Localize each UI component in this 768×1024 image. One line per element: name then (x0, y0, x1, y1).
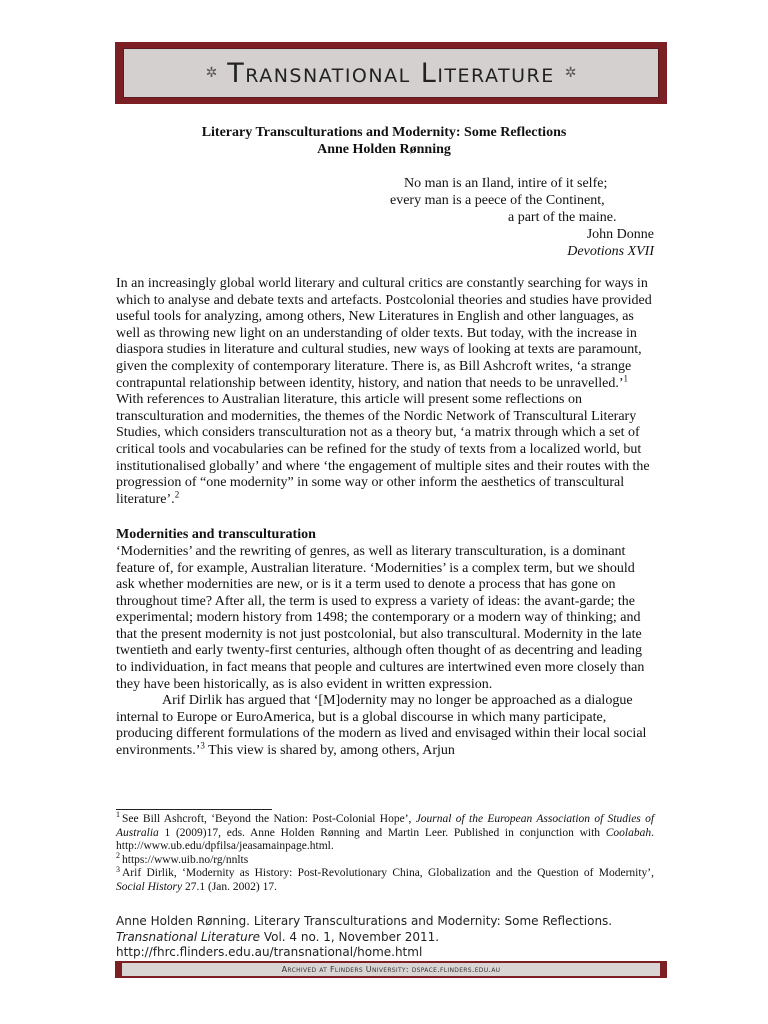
journal-banner (115, 42, 667, 104)
citation-volume: Vol. 4 no. 1, November 2011. (260, 929, 440, 944)
paragraph-text: With references to Australian literature, this article will present some reflections on transculturation and modernities, the themes of the Nordic Network of Transcultural Literary Studies, which considers transculturation not as a theory but, ‘a matrix through which a set of critical tools and vocabularies can be refined for the study of texts from a localized world, but institutionalised globally’ and where ‘the engagement of multiple sites and their routes with the progression of “one modernity” in some way or other inform the aesthetics of transcultural literature’. (116, 392, 650, 507)
archive-bar (115, 961, 667, 978)
article-body (116, 276, 654, 760)
footnote-journal: Journal of the European Association of Studies of Australia (116, 813, 655, 839)
footnote-text: 27.1 (Jan. 2002) 17. (182, 880, 277, 893)
footnotes (116, 810, 655, 895)
paragraph-text: Arif Dirlik has argued that ‘[M]odernity may no longer be approached as a dialogue internal to Europe or EuroAmerica, but is a global discourse in which many participate, producing different formulations of the modern as lived and envisaged within their local social environments.’ (116, 693, 647, 759)
paragraph-text: In an increasingly global world literary and cultural critics are constantly searching for ways in which to analyse and debate texts and artefacts. Postcolonial theories and studies have provided useful tools for analyzing, among others, New Literatures in English and other languages, as well as throwing new light on an understanding of older texts. But today, with the increase in diaspora studies in literature and cultural studies, new ways of looking at texts are paramount, given the complexity of contemporary literature. There is, as Bill Ashcroft writes, ‘a strange contrapuntal relationship between identity, history, and nation that needs to be unravelled.’ (116, 276, 652, 391)
footnote-text: Arif Dirlik, ‘Modernity as History: Post-Revolutionary China, Globalization and the Question of Modernity’, (122, 867, 654, 880)
epigraph-attribution: John Donne (586, 227, 654, 242)
footnote-link[interactable]: . http://www.ub.edu/dpfilsa/jeasamainpage.html. (116, 826, 654, 853)
footnote-ref[interactable]: 1 (623, 372, 628, 383)
gear-ornament-icon: ✲ (205, 65, 218, 81)
gear-ornament-icon: ✲ (564, 65, 577, 81)
footnote-ref[interactable]: 3 (200, 740, 205, 751)
citation-url[interactable]: http://fhrc.flinders.edu.au/transnational/home.html (116, 945, 423, 959)
section-heading: Modernities and transculturation (116, 527, 316, 543)
footnote-ref[interactable]: 2 (174, 489, 180, 500)
paragraph-text: This view is shared by, among others, Arjun (204, 743, 455, 759)
citation-block (116, 914, 656, 961)
footnote-text: 1 (2009)17, eds. Anne Holden Rønning and Martin Leer. Published in conjunction with (158, 826, 606, 839)
footnote (116, 810, 655, 854)
epigraph (300, 175, 654, 260)
footnote (116, 850, 654, 868)
citation-line: Anne Holden Rønning. Literary Transculturations and Modernity: Some Reflections. (116, 914, 613, 928)
footnote-number: 2 (116, 850, 120, 860)
article-author: Anne Holden Rønning (317, 142, 451, 157)
paragraph: ‘Modernities’ and the rewriting of genres, as well as literary transculturation, is a dominant feature of, for example, Australian literature. ‘Modernities’ is a complex term, but we should ask whether modernities are new, or is it a term used to denote a process that has gone on throughout time? After all, the term is used to express a variety of ideas: the avant-garde; the experimental; modern history from 1498; the contemporary or a modern way of thinking; and that the present modernity is not just postcolonial, but also transcultural. Modernity in the late twentieth and early twenty-first centuries, although often thought of as decentring and leading to individuation, in fact means that people and cultures are intertwined even more closely than they have been historically, as is also evident in written expression. (116, 543, 645, 692)
footnote-journal: Social History (116, 880, 183, 893)
article-title: Literary Transculturations and Modernity: Some Reflections (201, 125, 567, 140)
footnote-divider (116, 809, 272, 810)
epigraph-line: every man is a peece of the Continent, (390, 193, 605, 208)
paragraph (116, 693, 654, 759)
footnote (116, 864, 654, 894)
epigraph-line: a part of the maine. (508, 210, 617, 225)
article-header (0, 124, 768, 158)
footnote-journal: Coolabah (605, 826, 652, 839)
paragraph (116, 276, 654, 508)
epigraph-line: No man is an Iland, intire of it selfe; (404, 176, 608, 191)
citation-journal: Transnational Literature (116, 929, 261, 944)
footnote-number: 1 (116, 810, 120, 820)
archive-text[interactable]: Archived at Flinders University: dspace.flinders.edu.au (122, 963, 660, 976)
citation-line (116, 930, 656, 946)
banner-panel (123, 48, 659, 98)
footnote-number: 3 (116, 864, 120, 874)
footnote-link[interactable]: https://www.uib.no/rg/nnlts (122, 853, 249, 866)
footnote-text: See Bill Ashcroft, ‘Beyond the Nation: Post-Colonial Hope’, (122, 813, 416, 825)
journal-title: Transnational Literature (227, 57, 555, 89)
epigraph-source: Devotions XVII (567, 244, 654, 259)
